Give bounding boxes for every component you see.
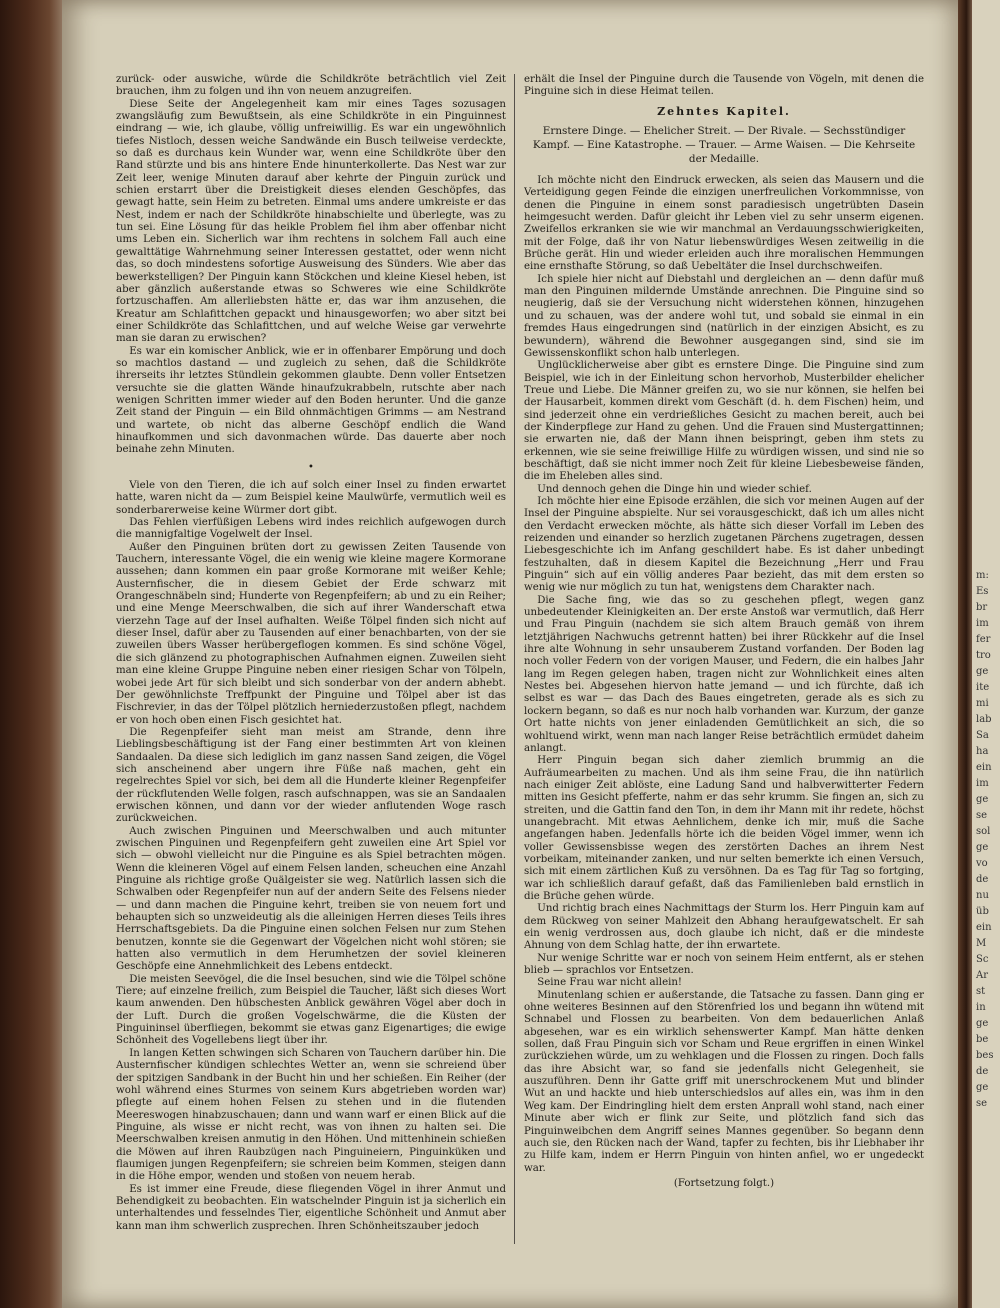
adjacent-page-fragment: mi (976, 698, 989, 709)
paragraph: Die meisten Seevögel, die die Insel besuchen, sind wie die Tölpel schöne Tiere; auf einzelne freilich, zum Beispiel die Taucher, läßt sich dieses Wort kaum anwenden. Den hübschesten Anblick gewähren Vögel aber doch in der Luft. Durch die großen Vogelschwärme, die die Küsten der Pinguininsel überfliegen, bekommt sie etwas ganz Eigenartiges; die ewige Schönheit des Vogellebens liegt über ihr. (116, 973, 506, 1047)
adjacent-page-fragment: vo (976, 858, 988, 869)
adjacent-page-fragment: ge (976, 666, 989, 677)
adjacent-page-fragment: Es (976, 586, 989, 597)
paragraph: Auch zwischen Pinguinen und Meerschwalben und auch mitunter zwischen Pinguinen und Regenpfeifern geht zuweilen eine Art Spiel vor sich — obwohl vielleicht nur die Pinguine es als Spiel betrachten mögen. Wenn die kleineren Vögel auf einem Felsen landen, scheuchen eine Anzahl Pinguine als richtige große Quälgeister sie weg. Natürlich lassen sich die Schwalben oder Regenpfeifer nun auf der andern Seite des Felsens nieder — und dann machen die Pinguine kehrt, treiben sie von neuem fort und behaupten sich so unzweideutig als die alleinigen Herren dieses Teils ihres Herrschaftsgebiets. Da die Pinguine einen solchen Felsen nur zum Stehen benutzen, konnte sie die Gegenwart der Vögelchen nicht wohl stören; sie hatten also vermutlich in dem Herumhetzen der soviel kleineren Geschöpfe eine Annehmlichkeit des Lebens entdeckt. (116, 825, 506, 973)
adjacent-page-fragment: nu (976, 890, 989, 901)
right-column (524, 74, 924, 1284)
adjacent-page-fragment: in (976, 1002, 986, 1013)
adjacent-page-fragment: im (976, 618, 989, 629)
paragraph: Unglücklicherweise aber gibt es ernstere Dinge. Die Pinguine sind zum Beispiel, wie ich in der Einleitung schon hervorhob, Musterbilder ehelicher Treue und Liebe. Die Männer greifen zu, wo sie nur können, sie helfen bei der Hausarbeit, kommen direkt vom Geschäft (d. h. dem Fischen) heim, und sind jederzeit ohne ein verdrießliches Gesicht zu machen bereit, auch bei der Kinderpflege zur Hand zu gehen. Und die Frauen sind Mustergattinnen; sie erwarten nie, daß der Mann ihnen beispringt, geben ihm stets zu erkennen, wie sie seine freiwillige Hilfe zu würdigen wissen, und sind nie so beschäftigt, daß sie nicht immer noch Zeit für kleine Liebesbeweise fänden, die im Eheleben alles sind. (524, 360, 924, 483)
paragraph: Ich möchte hier eine Episode erzählen, die sich vor meinen Augen auf der Insel der Pinguine abspielte. Nur sei vorausgeschickt, daß ich um alles nicht den Verdacht erwecken möchte, als hätte sich dieser Vorfall im Leben des reizenden und einander so herzlich zugetanen Pärchens zugetragen, dessen Liebesgeschichte ich im Anfang geschildert habe. Es ist daher unbedingt festzuhalten, daß in diesem Kapitel die Bezeichnung „Herr und Frau Pinguin“ sich auf ein völlig anderes Paar bezieht, das mit dem ersten so wenig wie nur möglich zu tun hat, wenigstens dem Charakter nach. (524, 495, 924, 594)
carryover-text: erhält die Insel der Pinguine durch die Tausende von Vögeln, mit denen die Pinguine sich in diese Heimat teilen. (524, 74, 924, 98)
adjacent-page-fragment: st (976, 986, 986, 997)
paragraph: Ich spiele hier nicht auf Diebstahl und dergleichen an — denn dafür muß man den Pinguinen mildernde Umstände anrechnen. Die Pinguine sind so neugierig, daß sie der Versuchung nicht widerstehen können, hinzugehen und zu schauen, was der andere wohl tut, und sobald sie einmal in ein fremdes Haus eingedrungen sind (natürlich in der einzigen Absicht, es zu bewundern), während die Bewohner ausgegangen sind, sind sie im Gewissenskonflikt schon halb unterlegen. (524, 273, 924, 359)
paragraph: Seine Frau war nicht allein! (537, 977, 683, 989)
adjacent-page-fragment: ein (976, 922, 992, 933)
adjacent-page-fragment: ha (976, 746, 989, 757)
adjacent-page-fragment: ge (976, 1082, 989, 1093)
adjacent-page-fragment: ge (976, 794, 989, 805)
adjacent-page-fragment: Sc (976, 954, 989, 965)
left-column (116, 74, 506, 1284)
adjacent-page-fragment: ein (976, 762, 992, 773)
adjacent-page-fragment: se (976, 1098, 988, 1109)
adjacent-page-fragment: bes (976, 1050, 994, 1061)
paragraph: Ich möchte nicht den Eindruck erwecken, als seien das Mausern und die Verteidigung gegen Feinde die einzigen unerfreulichen Vorkommnisse, von denen die Pinguine in einem sonst paradiesisch ungetrübten Dasein heimgesucht werden. Dafür gleicht ihr Leben viel zu sehr unserm eigenen. Zweifellos erkranken sie wie wir manchmal an Verdauungsschwierigkeiten, mit der Folge, daß ihr von Natur liebenswürdiges Wesen zeitweilig in die Brüche gerät. Hin und wieder erleiden auch ihre moralischen Hemmungen eine ernsthafte Störung, so daß Uebeltäter die Insel durchschweifen. (524, 175, 924, 273)
book-gutter (958, 0, 972, 1308)
adjacent-page-fragment: be (976, 1034, 989, 1045)
chapter-title: Zehntes Kapitel. (657, 104, 791, 118)
chapter-summary: Ernstere Dinge. — Ehelicher Streit. — Der Rivale. — Sechsstündiger Kampf. — Eine Katastrophe. — Trauer. — Arme Waisen. — Die Kehrseite der Medaille. (532, 125, 916, 166)
paragraph: Nur wenige Schritte war er noch von seinem Heim entfernt, als er stehen blieb — sprachlos vor Entsetzen. (524, 952, 924, 977)
paragraph: Diese Seite der Angelegenheit kam mir eines Tages sozusagen zwangsläufig zum Bewußtsein, als eine Schildkröte in ein Pinguinnest eindrang — wie, ich glaube, völlig unfreiwillig. Es war ein ungewöhnlich tiefes Nistloch, dessen weiche Sandwände ein Busch teilweise verdeckte, so daß es durchaus kein Wunder war, wenn eine Schildkröte über den Rand stürzte und bis ans hintere Ende hinunterkollerte. Das Nest war zur Zeit leer, wenige Minuten darauf aber kehrte der Pinguin zurück und schien erstarrt über die Dreistigkeit dieses elenden Geschöpfes, das gewagt hatte, sein Heim zu betreten. Einmal ums andere umkreiste er das Nest, indem er nach der Schildkröte hinabschielte und überlegte, was zu tun sei. Eine Lösung für das heikle Problem fiel ihm aber offenbar nicht ums Leben ein. Sicherlich war ihm rechtens in solchem Fall auch eine gewalttätige Wahrnehmung seiner Interessen gestattet, oder wenn nicht das, so doch mindestens sofortige Ausweisung des Sünders. Wie aber das bewerkstelligen? Der Pinguin kann Stöckchen und kleine Kiesel heben, ist aber gänzlich außerstande etwas so Schweres wie eine Schildkröte fortzuschaffen. Am allerliebsten hätte er, das war ihm anzusehen, die Kreatur am Schlafittchen gepackt und hinausgeworfen; wo aber sitzt bei einer Schildkröte das Schlafittchen, und auf welche Weise gar verwehrte man sie daran zu erwischen? (116, 98, 506, 345)
adjacent-page-fragment: se (976, 810, 988, 821)
adjacent-page-fragment: Sa (976, 730, 989, 741)
adjacent-page-fragment: fer (976, 634, 991, 645)
section-separator: • (308, 461, 314, 473)
book-spine-left (0, 0, 62, 1308)
paragraph: Die Regenpfeifer sieht man meist am Strande, denn ihre Lieblingsbeschäftigung ist der Fang einer bestimmten Art von kleinen Sandaalen. Da diese sich lediglich im ganz nassen Sand zeigen, die Vögel sich anscheinend aber ungern ihre Füße naß machen, geht ein regelrechtes Spiel vor sich, bei dem all die Hunderte kleiner Regenpfeifer der rückflutenden Welle folgen, rasch aufschnappen, was sie an Sandaalen erwischen können, und dann vor der wieder anflutenden Woge rasch zurückweichen. (116, 726, 506, 825)
paragraph: Und richtig brach eines Nachmittags der Sturm los. Herr Pinguin kam auf dem Rückweg von seiner Mahlzeit den Abhang heraufgewatschelt. Er sah ein wenig verdrossen aus, doch glaube ich nicht, daß er die mindeste Ahnung von dem Schlag hatte, der ihn erwartete. (524, 903, 924, 952)
adjacent-page-fragment: M (976, 938, 987, 949)
adjacent-page-fragment: ge (976, 842, 989, 853)
adjacent-page-fragment: de (976, 1066, 989, 1077)
paragraph: Es war ein komischer Anblick, wie er in offenbarer Empörung und doch so machtlos dastand — und zugleich zu sehen, daß die Schildkröte ihrerseits ihr letztes Stündlein gekommen glaubte. Denn voller Entsetzen versuchte sie die glatten Wände hinaufzukrabbeln, rutschte aber nach wenigen Schritten immer wieder auf den Boden herunter. Und die ganze Zeit stand der Pinguin — ein Bild ohnmächtigen Grimms — am Nestrand und wartete, ob nicht das alberne Geschöpf endlich die Wand hinaufkommen und sich davonmachen würde. Das dauerte aber noch beinahe zehn Minuten. (116, 345, 506, 456)
adjacent-page-strip (972, 0, 1000, 1308)
paragraph: Herr Pinguin began sich daher ziemlich brummig an die Aufräumearbeiten zu machen. Und als ihm seine Frau, die ihn natürlich nach einiger Zeit ablöste, eine Ladung Sand und halbverwitterter Federn mitten ins Gesicht pfefferte, nahm er das sehr krumm. Sie fingen an, sich zu streiten, und die Gattin fand den Ton, in dem ihr Mann mit ihr redete, höchst unangebracht. Mit etwas Aehnlichem, denke ich mir, muß die Sache angefangen haben. Jedenfalls hörte ich die beiden Vögel immer, wenn ich voller Gewissensbisse wegen des zerstörten Daches an ihrem Nest vorbeikam, miteinander zanken, und nur selten bemerkte ich einen Versuch, sich mit einem zärtlichen Kuß zu versöhnen. Da es Tag für Tag so fortging, war ich schließlich darauf gefaßt, daß das Familienleben bald ernstlich in die Brüche gehen würde. (524, 755, 924, 902)
paragraph: zurück- oder auswiche, würde die Schildkröte beträchtlich viel Zeit brauchen, ihm zu folgen und ihn von neuem anzugreifen. (116, 74, 506, 98)
paragraph: Es ist immer eine Freude, diese fliegenden Vögel in ihrer Anmut und Behendigkeit zu beobachten. Ein watschelnder Pinguin ist ja sicherlich ein unterhaltendes und fesselndes Tier, eigentliche Schönheit und Anmut aber kann man ihm schwerlich zusprechen. Ihren Schönheitszauber jedoch (116, 1183, 506, 1232)
continued-note: (Fortsetzung folgt.) (673, 1177, 775, 1189)
adjacent-page-fragment: de (976, 874, 989, 885)
paragraph: Viele von den Tieren, die ich auf solch einer Insel zu finden erwartet hatte, waren nicht da — zum Beispiel keine Maulwürfe, vermutlich weil es sonderbarerweise keine Würmer dort gibt. (116, 480, 506, 516)
adjacent-page-fragment: üb (976, 906, 989, 917)
paragraph: Und dennoch gehen die Dinge hin und wieder schief. (537, 483, 812, 495)
paragraph: Außer den Pinguinen brüten dort zu gewissen Zeiten Tausende von Tauchern, interessante Vögel, die ein wenig wie kleine magere Kormorane aussehen; dann kommen ein paar große Kormorane mit weißer Kehle; Austernfischer, die in diesem Gebiet der Erde schwarz mit Orangeschnäbeln sind; Hunderte von Regenpfeifern; ab und zu ein Reiher; und eine Menge Meerschwalben, die sich auf ihrer Wanderschaft etwa vierzehn Tage auf der Insel aufhalten. Weiße Tölpel finden sich nicht auf dieser Insel, dafür aber zu Tausenden auf einer benachbarten, von der sie zuweilen übers Wasser herübergeflogen kommen. Es sind schöne Vögel, die sich glänzend zu photographischen Aufnahmen eignen. Zuweilen sieht man eine kleine Gruppe Pinguine neben einer riesigen Schar von Tölpeln, wobei jede Art für sich bleibt und sich sonderbar von der andern abhebt. Der gewöhnlichste Treffpunkt der Pinguine und Tölpel aber ist das Fischrevier, in das der Tölpel plötzlich herniederzustoßen pflegt, nachdem er von hoch oben einen Fisch gesichtet hat. (116, 541, 506, 726)
adjacent-page-fragment: tro (976, 650, 991, 661)
adjacent-page-fragment: ge (976, 1018, 989, 1029)
paragraph: Das Fehlen vierfüßigen Lebens wird indes reichlich aufgewogen durch die mannigfaltige Vogelwelt der Insel. (116, 517, 506, 541)
paragraph: Die Sache fing, wie das so zu geschehen pflegt, wegen ganz unbedeutender Kleinigkeiten an. Der erste Anstoß war vermutlich, daß Herr und Frau Pinguin (nachdem sie sich altem Brauch gemäß von ihrem letztjährigen Nachwuchs getrennt hatten) bei ihrer Rückkehr auf die Insel ihre alte Wohnung in sehr unsauberem Zustand vorfanden. Der Boden lag noch voller Federn von der vorigen Mauser, und Federn, die ein halbes Jahr lang im Regen gelegen haben, tragen nicht zur Wohnlichkeit eines alten Nestes bei. Abgesehen hiervon hatte jemand — und ich fürchte, daß ich selbst es war — das Dach des Baues eingetreten, gerade als es sich zu lockern begann, so daß es nur noch halb vorhanden war. Kurzum, der ganze Ort hatte nichts von jener einladenden Gemütlichkeit an sich, die so wohltuend wirkt, wenn man nach langer Reise beträchtlich ermüdet daheim anlangt. (524, 594, 924, 754)
adjacent-page-fragment: m: (976, 570, 989, 581)
column-rule (514, 74, 515, 1244)
adjacent-page-fragment: lab (976, 714, 992, 725)
adjacent-page-fragment: sol (976, 826, 991, 837)
paragraph: In langen Ketten schwingen sich Scharen von Tauchern darüber hin. Die Austernfischer kündigen schlechtes Wetter an, wenn sie schreiend über der spitzigen Sandbank in der Bucht hin und her schießen. Ein Reiher (der wohl während eines Sturmes von seinem Kurs abgetrieben worden war) pflegte auf einem hohen Felsen zu stehen und in die flutenden Meereswogen hinabzuschauen; dann und wann warf er einen Blick auf die Pinguine, als wisse er nicht recht, was von ihnen zu halten sei. Die Meerschwalben kreisen anmutig in den Höhen. Und mittenhinein schießen die Möwen auf ihren Raubzügen nach Pinguineiern, Pinguinküken und flaumigen jungen Regenpfeifern; sie schreien beim Kommen, steigen dann in die Höhe empor, wenden und stoßen von neuem herab. (116, 1047, 506, 1183)
paragraph: Minutenlang schien er außerstande, die Tatsache zu fassen. Dann ging er ohne weiteres Besinnen auf den Störenfried los und begann ihn wütend mit Schnabel und Flossen zu bearbeiten. Von dem bedauerlichen Anlaß abgesehen, war es ein wirklich sehenswerter Kampf. Man hätte denken sollen, daß Frau Pinguin sich vor Scham und Reue ergriffen in einen Winkel zurückziehen würde, um zu wehklagen und die Flossen zu ringen. Doch falls das ihre Absicht war, so fand sie jedenfalls nicht Gelegenheit, sie auszuführen. Denn ihr Gatte griff mit unerschrockenem Mut und blinder Wut an und hackte und hieb unterschiedslos auf alles ein, was ihm in den Weg kam. Der Eindringling hielt dem ersten Anprall wohl stand, nach einer Minute aber wich er flink zur Seite, und plötzlich fand sich das Pinguinweibchen dem Angriff seines Mannes gegenüber. So begann denn auch sie, den Rücken nach der Wand, tapfer zu fechten, bis ihr Liebhaber ihr zu Hilfe kam, indem er Herrn Pinguin von hinten anfiel, wo er ungedeckt war. (524, 989, 924, 1174)
adjacent-page-fragment: ite (976, 682, 990, 693)
adjacent-page-fragment: br (976, 602, 988, 613)
adjacent-page-fragment: im (976, 778, 989, 789)
adjacent-page-fragment: Ar (976, 970, 989, 981)
